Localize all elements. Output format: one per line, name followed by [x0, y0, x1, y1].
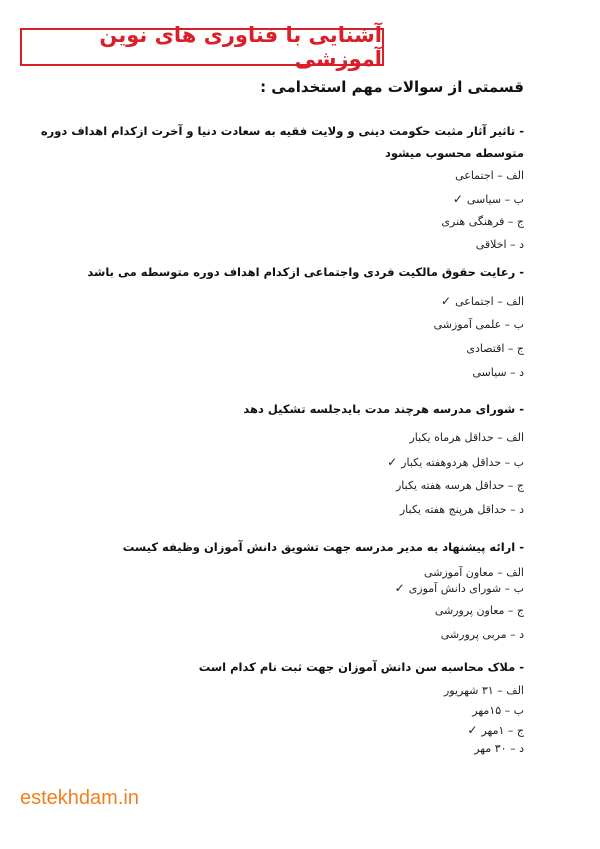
question-text: - ارائه پیشنهاد به مدیر مدرسه جهت تشویق دانش آموزان وظیفه کیست: [122, 540, 524, 554]
question-1: [41, 120, 524, 164]
option: د – ۳۰ مهر: [474, 742, 524, 755]
option: د – مربی پرورشی: [440, 628, 524, 641]
option-correct: ب – شورای دانش آموزی✓: [394, 581, 524, 595]
option: ب – ۱۵مهر: [472, 704, 524, 717]
option: ج – معاون پرورشی: [434, 604, 524, 617]
option: الف – معاون آموزشی: [423, 566, 524, 579]
option-correct: الف – اجتماعی✓: [441, 294, 524, 308]
option: د – حداقل هرپنج هفته یکبار: [399, 503, 524, 516]
section-heading: قسمتی از سوالات مهم استخدامی :: [260, 78, 524, 96]
question-text: - تاثیر آثار مثبت حکومت دینی و ولایت فقیه به سعادت دنیا و آخرت ازکدام اهداف دوره: [40, 124, 524, 138]
option: الف – حداقل هرماه یکبار: [409, 431, 524, 444]
option: ب – علمی آموزشی: [433, 318, 524, 331]
question-5: [199, 656, 524, 678]
option: الف – ۳۱ شهریور: [443, 684, 524, 697]
option: د – اخلاقی: [475, 238, 524, 251]
question-text: - شورای مدرسه هرچند مدت بایدجلسه تشکیل دهد: [243, 402, 524, 416]
option: الف – اجتماعی: [455, 169, 524, 182]
check-icon: ✓: [387, 455, 398, 469]
question-2: [87, 261, 524, 283]
question-text: متوسطه محسوب میشود: [384, 146, 524, 160]
question-4: [123, 536, 524, 558]
document-title: آشنایی با فناوری های نوین آموزشی: [20, 28, 384, 66]
option: ج – حداقل هرسه هفته یکبار: [396, 479, 524, 492]
question-3: [243, 398, 524, 420]
option-correct: ج – ۱مهر✓: [467, 723, 524, 737]
option-correct: ب – حداقل هردوهفته یکبار✓: [387, 455, 524, 469]
question-text: - ملاک محاسبه سن دانش آموزان جهت ثبت نام کدام است: [198, 660, 524, 674]
question-text: - رعایت حقوق مالکیت فردی واجتماعی ازکدام اهداف دوره متوسطه می باشد: [87, 265, 524, 279]
watermark-site-url: estekhdam.in: [20, 787, 139, 809]
check-icon: ✓: [441, 294, 452, 308]
check-icon: ✓: [467, 723, 478, 737]
check-icon: ✓: [394, 581, 405, 595]
option: د – سیاسی: [472, 366, 524, 379]
option-correct: ب – سیاسی✓: [452, 192, 524, 206]
check-icon: ✓: [452, 192, 463, 206]
option: ج – فرهنگی هنری: [441, 215, 524, 228]
option: ج – اقتصادی: [466, 342, 524, 355]
